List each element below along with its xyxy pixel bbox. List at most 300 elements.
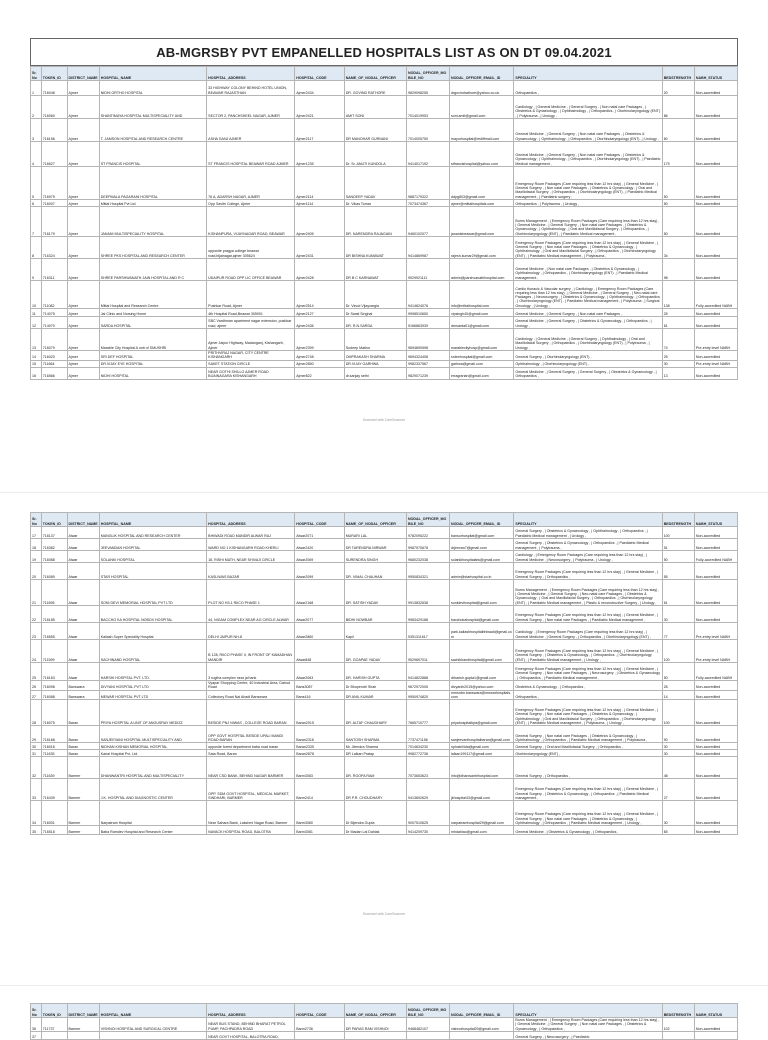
cell-nodal-officer-email: info@mittalhospital.com — [449, 281, 513, 309]
cell-speciality: Cardiology , | General Medicine , | General Surgery , | Non natal care Packages , | Obstetrics & Gynaecology , | Ophthalmology , | Orthopaedics , | Otorhinolaryngology (ENT) , | Polytrauma , | Urology , — [514, 96, 662, 119]
cell-nodal-officer-name: Dr Madan Lal Dahlak — [344, 826, 406, 835]
hospital-table-page-2 — [30, 512, 738, 835]
cell-district-name: Alwar — [67, 527, 99, 539]
column-header-sr-no: Sr. No — [31, 67, 42, 81]
table-row — [31, 640, 738, 663]
cell-nabh-status: Non-accredited — [694, 317, 737, 329]
cell-nodal-officer-email: bansurhospital@gmail.com — [449, 527, 513, 539]
cell-nodal-officer-name: DR TARENDRA NIRWAR — [344, 539, 406, 551]
cell-hospital-code: Alwar2071 — [295, 527, 344, 539]
table-row — [31, 757, 738, 779]
cell-hospital-name: T. JAMSON HOSPITAL AND RESEARCH CENTRE — [99, 119, 206, 142]
cell-nodal-officer-email: vipsingh40@gmail.com — [449, 309, 513, 317]
cell-nodal-officer-email: drnsarda01@gmail.com — [449, 317, 513, 329]
cell-hospital-code: Alwar2168 — [295, 580, 344, 606]
cell-token-id: 716088 — [41, 690, 67, 700]
cell-hospital-name: Kailash Super Speciality Hospital — [99, 623, 206, 640]
cell-nodal-officer-email: drgovindrathore@yahoo.co.uk — [449, 81, 513, 96]
cell-hospital-address: PLOT NO H3-1 RIICO PHASE 1 — [207, 580, 295, 606]
column-header-hospital-address: HOSPITAL_ADDRESS — [207, 1004, 295, 1018]
table-row — [31, 826, 738, 835]
cell-token-id: 716089 — [41, 563, 67, 580]
column-header-bed-strength: BEDSTRENGTH — [662, 513, 694, 527]
cell-nabh-status: Non-accredited — [694, 743, 737, 750]
cell-bed-strength: 14 — [662, 690, 694, 700]
cell-sr-no: 18 — [31, 539, 42, 551]
cell-speciality: Emergency Room Packages (Care requiring less than 12 hrs stay) , | General Medicine , | General Surgery , | Obstetrics & Gynaecology , | Orthopaedics , | Paediatric Medical management , — [514, 779, 662, 801]
cell-nodal-officer-mobile: 9166863939 — [407, 317, 450, 329]
cell-sr-no: 17 — [31, 527, 42, 539]
cell-token-id: 716382 — [41, 539, 67, 551]
cell-hospital-name: DIVYANI HOSPITAL PVT LTD — [99, 681, 206, 691]
table-row — [31, 207, 738, 237]
table-row — [31, 681, 738, 691]
cell-nabh-status: Non-accredited — [694, 309, 737, 317]
cell-district-name: Ajmer — [67, 200, 99, 207]
cell-district-name: Alwar — [67, 623, 99, 640]
cell-speciality: General Surgery , | Orthopaedics , — [514, 757, 662, 779]
cell-token-id: 716007 — [41, 200, 67, 207]
cell-district-name: Ajmer — [67, 119, 99, 142]
cell-token-id: 711639 — [41, 757, 67, 779]
cell-sr-no: 22 — [31, 606, 42, 623]
cell-sr-no: 4 — [31, 142, 42, 167]
cell-hospital-address: NEAR GOTHI SHILLO AJMER ROAD BIJAINAGARA KISHANGARH — [207, 367, 295, 379]
cell-district-name: Baran — [67, 743, 99, 750]
cell-sr-no: 15 — [31, 360, 42, 367]
cell-nodal-officer-mobile — [407, 1031, 450, 1039]
cell-bed-strength: 50 — [662, 207, 694, 237]
column-header-sr-no: Sr. No — [31, 513, 42, 527]
cell-bed-strength: 50 — [662, 663, 694, 681]
column-header-bed-strength: BEDSTRENGTH — [662, 1004, 694, 1018]
cell-speciality: General Medicine , | Non natal care Packages , | Obstetrics & Gynaecology , | Ophthalmology , | Orthopaedics , | Otorhinolaryngology (ENT) , | Paediatric Medical management , — [514, 259, 662, 281]
cell-token-id: 716137 — [41, 527, 67, 539]
cell-hospital-address: BESIDE PNJ NIWAS , COLLEGE ROAD BARAN — [207, 700, 295, 726]
cell-hospital-address: Pushkar Road, Ajmer — [207, 281, 295, 309]
cell-hospital-name: Mittal Hospital Pvt Ltd — [99, 200, 206, 207]
cell-token-id: 716979 — [41, 167, 67, 200]
table-row — [31, 351, 738, 361]
column-header-hospital-code: HOSPITAL_CODE — [295, 1004, 344, 1018]
cell-nabh-status: Fully-accredited NABH — [694, 281, 737, 309]
table-row — [31, 281, 738, 309]
cell-nodal-officer-name: DR. ALTAF CHAUDHARY — [344, 700, 406, 726]
cell-hospital-name: ST FRANCIS HOSPITAL — [99, 142, 206, 167]
cell-hospital-name: JANANI MULTISPECIALITY HOSPITAL — [99, 207, 206, 237]
cell-speciality: Cardiology , | Emergency Room Packages (Care requiring less than 12 hrs stay) , | General Medicine , | General Surgery , | Orthopaedics , | Otorhinolaryngology (ENT) , — [514, 623, 662, 640]
cell-hospital-address: opposite pragya college beawar road,bijainagar,ajmer 305624 — [207, 237, 295, 259]
cell-sr-no: 9 — [31, 259, 42, 281]
cell-nodal-officer-mobile: 7014634230 — [407, 743, 450, 750]
cell-district-name: Alwar — [67, 580, 99, 606]
cell-sr-no: 35 — [31, 826, 42, 835]
cell-speciality: General Medicine , | General Surgery , | Obstetrics & Gynaecology , | Orthopaedics , | Urology , — [514, 317, 662, 329]
cell-hospital-name: SANJEEVANI HOSPITAL MULTISPECIALITY AND — [99, 726, 206, 743]
table-row — [31, 119, 738, 142]
cell-token-id: 714075 — [41, 309, 67, 317]
cell-nabh-status: Non-accredited — [694, 81, 737, 96]
cell-hospital-name: JEEVANDAN HOSPITAL — [99, 539, 206, 551]
cell-sr-no: 32 — [31, 757, 42, 779]
cell-bed-strength: 55 — [662, 563, 694, 580]
cell-hospital-name: NIDHI ORTHO HOSPITAL — [99, 81, 206, 96]
cell-bed-strength: 48 — [662, 757, 694, 779]
cell-district-name: Banswara — [67, 690, 99, 700]
scanner-watermark: Scanned with CamScanner — [362, 912, 406, 916]
cell-nodal-officer-email: priyahospitalbpa@gmail.com — [449, 700, 513, 726]
cell-hospital-name: SONI DEVI MEMORIAL HOSPITAL PVT LTD — [99, 580, 206, 606]
cell-token-id: 711695 — [41, 580, 67, 606]
cell-nabh-status: Non-accredited — [694, 700, 737, 726]
table-header-row — [31, 1004, 738, 1018]
cell-hospital-address: ASHA GANJ AJMER — [207, 119, 295, 142]
scanner-watermark: Scanned with CamScanner — [362, 418, 406, 422]
table-row — [31, 623, 738, 640]
table-row — [31, 1018, 738, 1032]
cell-nodal-officer-email: bacchokahospital@gmail.com — [449, 606, 513, 623]
cell-hospital-name: Baba Ramdev Hospital and Research Center — [99, 826, 206, 835]
cell-hospital-code: Baran2015 — [295, 700, 344, 726]
cell-speciality: General Medicine , | General Surgery , | Non natal care Packages , | Obstetrics & Gynaecology , | Ophthalmology , | Orthopaedics , | Otorhinolaryngology (ENT) , | Paediatric Medical management , — [514, 142, 662, 167]
cell-hospital-address: opposite forest department baba road baran — [207, 743, 295, 750]
cell-hospital-address: NAVACK HOSPITAL ROAD, BALOTRA — [207, 826, 295, 835]
cell-district-name: Baran — [67, 726, 99, 743]
cell-bed-strength: 30 — [662, 743, 694, 750]
cell-speciality: General Surgery , | Otorhinolaryngology (ENT) , — [514, 351, 662, 361]
column-header-district-name: DISTRICT_NAME — [67, 513, 99, 527]
cell-district-name: Ajmer — [67, 96, 99, 119]
table-row — [31, 309, 738, 317]
cell-hospital-code: Ajmer2514 — [295, 281, 344, 309]
cell-nodal-officer-mobile: 9929921111 — [407, 259, 450, 281]
cell-district-name: Ajmer — [67, 367, 99, 379]
cell-district-name: Ajmer — [67, 81, 99, 96]
cell-speciality: Burns Management , | Emergency Room Packages (Care requiring less than 12 hrs stay) , | General Medicine , | General Surgery , | Non natal care Packages , | Obstetrics & Gynaecology , | Orthopaedics , — [514, 1018, 662, 1032]
column-header-speciality: SPECIALITY — [514, 1004, 662, 1018]
cell-nodal-officer-mobile: 9414869987 — [407, 237, 450, 259]
cell-hospital-address: NEAR CSD BANK, BEHIND NAGAR BARMER — [207, 757, 295, 779]
cell-nodal-officer-name: DR B C KARNAWAT — [344, 259, 406, 281]
cell-nabh-status: Non-accredited — [694, 801, 737, 826]
cell-speciality: Cardiology , | General Medicine , | General Surgery , | Ophthalmology , | Oral and Maxillofacial Surgery , | Orthopaedics , | Otorhinolaryngology (ENT) , | Polytrauma , | Urology , — [514, 329, 662, 351]
cell-hospital-name: Narpatram Hospital — [99, 801, 206, 826]
table-header-row — [31, 513, 738, 527]
table-row — [31, 539, 738, 551]
cell-nodal-officer-name: DR. HARISH GUPTA — [344, 663, 406, 681]
cell-nodal-officer-name: DR. NARENDRA RAJAGAIN — [344, 207, 406, 237]
cell-nabh-status: Non-accredited — [694, 681, 737, 691]
cell-district-name: Barmer — [67, 757, 99, 779]
hospital-table — [30, 1003, 738, 1040]
cell-nodal-officer-email: srdeehospital@gmail.com — [449, 351, 513, 361]
cell-nodal-officer-email: admin@starhospital.co.in — [449, 563, 513, 580]
cell-token-id: 716566 — [41, 367, 67, 379]
cell-nodal-officer-mobile: 9829098255 — [407, 81, 450, 96]
cell-district-name: Ajmer — [67, 142, 99, 167]
cell-speciality: Orthopaedics , — [514, 81, 662, 96]
column-header-sr-no: Sr. No — [31, 1004, 42, 1018]
cell-nodal-officer-email: solankihospitalalw@gmail.com — [449, 551, 513, 563]
table-row — [31, 801, 738, 826]
cell-nodal-officer-name: DR. GOAPAE YADAV — [344, 640, 406, 663]
cell-sr-no: 26 — [31, 681, 42, 691]
cell-hospital-address: Collectory Road Nai Abadi Banswara — [207, 690, 295, 700]
cell-hospital-code: Bans3087 — [295, 681, 344, 691]
cell-hospital-address: Opp Savitri College, Ajmer — [207, 200, 295, 207]
column-header-nodal-officer-mobile: NODAL_OFFICER_MOBILE_NO — [407, 1004, 450, 1018]
cell-nodal-officer-mobile: 9007510625 — [407, 801, 450, 826]
cell-nodal-officer-mobile: 9694890598 — [407, 329, 450, 351]
document-title: AB-MGRSBY PVT EMPANELLED HOSPITALS LIST AS ON DT 09.04.2021 — [30, 38, 738, 66]
cell-hospital-code: Alwar2420 — [295, 539, 344, 551]
cell-nabh-status: Non-accredited — [694, 351, 737, 361]
cell-district-name: Alwar — [67, 640, 99, 663]
cell-nabh-status: Non-accredited — [694, 726, 737, 743]
table-row — [31, 81, 738, 96]
cell-district-name: Baran — [67, 750, 99, 757]
cell-sr-no: 6 — [31, 200, 42, 207]
cell-nabh-status — [694, 1031, 737, 1039]
cell-sr-no: 20 — [31, 563, 42, 580]
cell-hospital-code: Ajmer2127 — [295, 309, 344, 317]
cell-bed-strength: 34 — [662, 237, 694, 259]
cell-sr-no: 34 — [31, 801, 42, 826]
column-header-nodal-officer-email: NODAL_OFFICER_EMAIL_ID — [449, 1004, 513, 1018]
cell-token-id: 711737 — [41, 1018, 67, 1032]
cell-nodal-officer-email: info@dhanwantrihospital.com — [449, 757, 513, 779]
cell-hospital-address: Near Sahara Bank, Lakshmi Nagar Road, Barmer — [207, 801, 295, 826]
cell-nabh-status: Non-accredited — [694, 96, 737, 119]
cell-token-id: 711082 — [41, 281, 67, 309]
cell-nodal-officer-name: Kapil — [344, 623, 406, 640]
cell-bed-strength: 25 — [662, 309, 694, 317]
cell-speciality: General Surgery , | Non natal care Packages , | Obstetrics & Gynaecology , | Ophthalmology , | Orthopaedics , | Paediatric Medical management , | Polytrauma , — [514, 726, 662, 743]
cell-nodal-officer-email: mmsrdm.banswara@mewarhospitals.com — [449, 690, 513, 700]
cell-nabh-status: Pre-entry level NABH — [694, 329, 737, 351]
cell-bed-strength: 30 — [662, 360, 694, 367]
cell-district-name: Ajmer — [67, 207, 99, 237]
cell-nodal-officer-mobile: 9782095222 — [407, 527, 450, 539]
cell-token-id: 711664 — [41, 360, 67, 367]
cell-nodal-officer-name: SANDEEP YADAV — [344, 167, 406, 200]
column-header-token-id: TOKEN_ID — [41, 1004, 67, 1018]
cell-sr-no: 11 — [31, 309, 42, 317]
cell-nodal-officer-mobile: 9887179322 — [407, 167, 450, 200]
cell-bed-strength: 27 — [662, 779, 694, 801]
hospital-table — [30, 66, 738, 380]
cell-nodal-officer-email: vishnoihospital29@gmail.com — [449, 1018, 513, 1032]
cell-nodal-officer-name: Dr. Sr. ANUTI KUNDOLA — [344, 142, 406, 167]
cell-hospital-address: BHIWADI ROAD MANDIR ALWAR RAJ — [207, 527, 295, 539]
cell-district-name: Ajmer — [67, 167, 99, 200]
cell-nodal-officer-mobile: 9351311617 — [407, 623, 450, 640]
cell-nodal-officer-email: sanjeevanihospitalbaran@gmail.com — [449, 726, 513, 743]
cell-nodal-officer-mobile: 7014019953 — [407, 96, 450, 119]
cell-hospital-address: 18, RISHI MATH, NEAR SHIVAJI CIRCLE — [207, 551, 295, 563]
cell-hospital-name: SHREE PKS HOSPITAL AND RESEARCH CENTER — [99, 237, 206, 259]
cell-nodal-officer-name: Dr Bhupendri Shah — [344, 681, 406, 691]
cell-speciality: General Medicine , | Obstetrics & Gynaecology , | Orthopaedics , — [514, 826, 662, 835]
cell-hospital-address: OPP. SDM GOVT HOSPITAL, MEDICAL MARKET, SINDHARI, BARMER — [207, 779, 295, 801]
cell-speciality: Burns Management , | Emergency Room Packages (Care requiring less than 12 hrs stay) , | General Medicine , | General Surgery , | Non natal care Packages , | Obstetrics & Gynaecology , | Ophthalmology , | Oral and Maxillofacial Surgery , | Orthopaedics , | Otorhinolaryngology (ENT) , | Paediatric Medical management , — [514, 207, 662, 237]
cell-sr-no: 28 — [31, 700, 42, 726]
cell-token-id: 716168 — [41, 726, 67, 743]
cell-district-name: Barmer — [67, 826, 99, 835]
column-header-speciality: SPECIALITY — [514, 67, 662, 81]
cell-nodal-officer-name: Dr Bijendra Gupta — [344, 801, 406, 826]
cell-hospital-code: Alwar2860 — [295, 623, 344, 640]
cell-nodal-officer-mobile: 9983429188 — [407, 606, 450, 623]
cell-nodal-officer-name: MURARI LAL — [344, 527, 406, 539]
cell-district-name: Ajmer — [67, 351, 99, 361]
cell-district-name: Baran — [67, 700, 99, 726]
cell-hospital-name: SACHINAND HOSPITAL — [99, 640, 206, 663]
cell-nodal-officer-name: Mr. Jitendra Sharma — [344, 743, 406, 750]
cell-nodal-officer-name: SANTOSH SHARMA — [344, 726, 406, 743]
cell-bed-strength: 51 — [662, 539, 694, 551]
cell-hospital-address: KASLIWAS BAZAR — [207, 563, 295, 580]
cell-hospital-name: HARSHI HOSPITAL PVT. LTD. — [99, 663, 206, 681]
cell-token-id: 716179 — [41, 207, 67, 237]
cell-hospital-name: Marable City Hospital A unit of SMUSHRI — [99, 329, 206, 351]
cell-hospital-code: Ajmer1235 — [295, 142, 344, 167]
cell-bed-strength: 50 — [662, 167, 694, 200]
cell-hospital-code: Barm3083 — [295, 757, 344, 779]
table-row — [31, 200, 738, 207]
cell-nodal-officer-name: Dr. Vikas Tomar — [344, 200, 406, 207]
cell-nodal-officer-name: DR.VIJAY GARHWA — [344, 360, 406, 367]
cell-nodal-officer-email: admin@parshvanathhospital.com — [449, 259, 513, 281]
cell-nabh-status: Non-accredited — [694, 826, 737, 835]
cell-token-id: 716098 — [41, 681, 67, 691]
cell-speciality: General Surgery , | Obstetrics & Gynaecology , | Orthopaedics , | Paediatric Medical management , | Polytrauma , — [514, 539, 662, 551]
cell-hospital-code: Baran2878 — [295, 750, 344, 757]
cell-district-name: Ajmer — [67, 329, 99, 351]
cell-nodal-officer-email: drjeevan7@gmail.com — [449, 539, 513, 551]
cell-district-name: Alwar — [67, 663, 99, 681]
table-row — [31, 329, 738, 351]
table-row — [31, 167, 738, 200]
cell-nabh-status: Non-accredited — [694, 606, 737, 623]
column-header-hospital-code: HOSPITAL_CODE — [295, 513, 344, 527]
cell-token-id: 716088 — [41, 551, 67, 563]
cell-bed-strength: 60 — [662, 119, 694, 142]
cell-hospital-name: VISHNOI HOSPITAL AND SURGICAL CENTRE — [99, 1018, 206, 1032]
cell-hospital-address: Sata Road, Baran — [207, 750, 295, 757]
cell-nodal-officer-email: drharish.gupta1@gmail.com — [449, 663, 513, 681]
cell-hospital-name: Jai Clinic and Nursing Home — [99, 309, 206, 317]
cell-hospital-address: Ajmer Jaipur Highway, Madanganj, Kishangarh, Ajmer — [207, 329, 295, 351]
page-break — [0, 492, 768, 493]
table-row — [31, 700, 738, 726]
cell-bed-strength: 175 — [662, 142, 694, 167]
cell-nodal-officer-email: rajesh.kumar29@gmail.com — [449, 237, 513, 259]
table-row — [31, 237, 738, 259]
cell-district-name: Ajmer — [67, 281, 99, 309]
cell-nodal-officer-mobile: 9468482107 — [407, 1018, 450, 1032]
table-row — [31, 551, 738, 563]
cell-nodal-officer-name: DR. R.N.SARDA — [344, 317, 406, 329]
cell-nabh-status: Non-accredited — [694, 259, 737, 281]
cell-district-name: Ajmer — [67, 237, 99, 259]
table-row — [31, 726, 738, 743]
cell-nodal-officer-mobile: 9982772736 — [407, 750, 450, 757]
cell-bed-strength: 13 — [662, 367, 694, 379]
cell-hospital-code: Ajmer2421 — [295, 96, 344, 119]
cell-nabh-status: Non-accredited — [694, 563, 737, 580]
cell-speciality: General Surgery , | Neurosurgery , | Paediatric — [514, 1031, 662, 1039]
cell-hospital-name: DR.VIJAY EYE HOSPITAL — [99, 360, 206, 367]
cell-hospital-code: Ajmer2428 — [295, 259, 344, 281]
cell-nodal-officer-email: erragrarian@gmail.com — [449, 367, 513, 379]
cell-district-name: Alwar — [67, 539, 99, 551]
cell-nabh-status: Non-accredited — [694, 757, 737, 779]
column-header-hospital-address: HOSPITAL_ADDRESS — [207, 67, 295, 81]
cell-speciality: Emergency Room Packages (Care requiring less than 12 hrs stay) , | General Medicine , | General Surgery , | Obstetrics & Gynaecology , | Orthopaedics , | Otorhinolaryngology (ENT) , | Paediatric Medical management , | Urology , — [514, 640, 662, 663]
cell-district-name: Alwar — [67, 563, 99, 580]
table-row — [31, 360, 738, 367]
cell-nodal-officer-name: DR. ROOPA RAM — [344, 757, 406, 779]
cell-nodal-officer-name: OMPRAKASH SHARMA — [344, 351, 406, 361]
table-row — [31, 96, 738, 119]
cell-district-name: Ajmer — [67, 360, 99, 367]
cell-nodal-officer-mobile: 7073653623 — [407, 757, 450, 779]
cell-nodal-officer-name — [344, 1031, 406, 1039]
table-row — [31, 663, 738, 681]
cell-hospital-name: SOLANKI HOSPITAL — [99, 551, 206, 563]
cell-hospital-code: Barm3080 — [295, 801, 344, 826]
cell-nodal-officer-mobile: 9672972005 — [407, 681, 450, 691]
table-row — [31, 779, 738, 801]
cell-sr-no: 25 — [31, 663, 42, 681]
cell-nodal-officer-name: dr.sanjay sethi — [344, 367, 406, 379]
cell-hospital-code: Barm2736 — [295, 1018, 344, 1032]
cell-nodal-officer-mobile: 9829071239 — [407, 367, 450, 379]
cell-hospital-code: Baran2335 — [295, 743, 344, 750]
cell-district-name: Ajmer — [67, 259, 99, 281]
column-header-district-name: DISTRICT_NAME — [67, 67, 99, 81]
table-row — [31, 580, 738, 606]
cell-bed-strength: 25 — [662, 351, 694, 361]
cell-nodal-officer-mobile: 9982337567 — [407, 360, 450, 367]
cell-hospital-address: UDAIPUR ROAD OPP LIC OFFICE BEAWAR — [207, 259, 295, 281]
cell-hospital-name: DEEPMALA PAGARANI HOSPITAL — [99, 167, 206, 200]
cell-hospital-code: Alwar2069 — [295, 551, 344, 563]
cell-nodal-officer-email: garhwa@gmail.com — [449, 360, 513, 367]
cell-sr-no: 21 — [31, 580, 42, 606]
column-header-nodal-officer-email: NODAL_OFFICER_EMAIL_ID — [449, 513, 513, 527]
cell-speciality: Emergency Room Packages (Care requiring less than 12 hrs stay) , | General Medicine , | General Surgery , | Non natal care Packages , | Obstetrics & Gynaecology , | Oral and Maxillofacial Surgery , | Orthopaedics , | Otorhinolaryngology (ENT) , | Paediatric Medical management , | Paediatric surgery , — [514, 167, 662, 200]
cell-nodal-officer-name: DR. VIMAL CHAUHAN — [344, 563, 406, 580]
cell-token-id: 714070 — [41, 317, 67, 329]
cell-hospital-name: SRI DEF HOSPITAL — [99, 351, 206, 361]
table-row — [31, 606, 738, 623]
cell-nodal-officer-mobile: 9913832638 — [407, 580, 450, 606]
cell-speciality: Emergency Room Packages (Care requiring less than 12 hrs stay) , | General Medicine , | General Surgery , | Non natal care Packages , | Obstetrics & Gynaecology , | Ophthalmology , | Orthopaedics , | Paediatric Medical management , | Urology , — [514, 801, 662, 826]
cell-bed-strength: 30 — [662, 750, 694, 757]
cell-token-id: 716020 — [41, 351, 67, 361]
cell-token-id: 716156 — [41, 119, 67, 142]
cell-hospital-address: DELHI JAIPUR NH-8 — [207, 623, 295, 640]
cell-hospital-name: NIDHI HOSPITAL — [99, 367, 206, 379]
cell-nabh-status: Non-accredited — [694, 207, 737, 237]
table-header-row — [31, 67, 738, 81]
cell-hospital-code — [295, 1031, 344, 1039]
cell-token-id: 716324 — [41, 237, 67, 259]
cell-district-name: Ajmer — [67, 309, 99, 317]
hospital-table-page-3 — [30, 1003, 738, 1040]
